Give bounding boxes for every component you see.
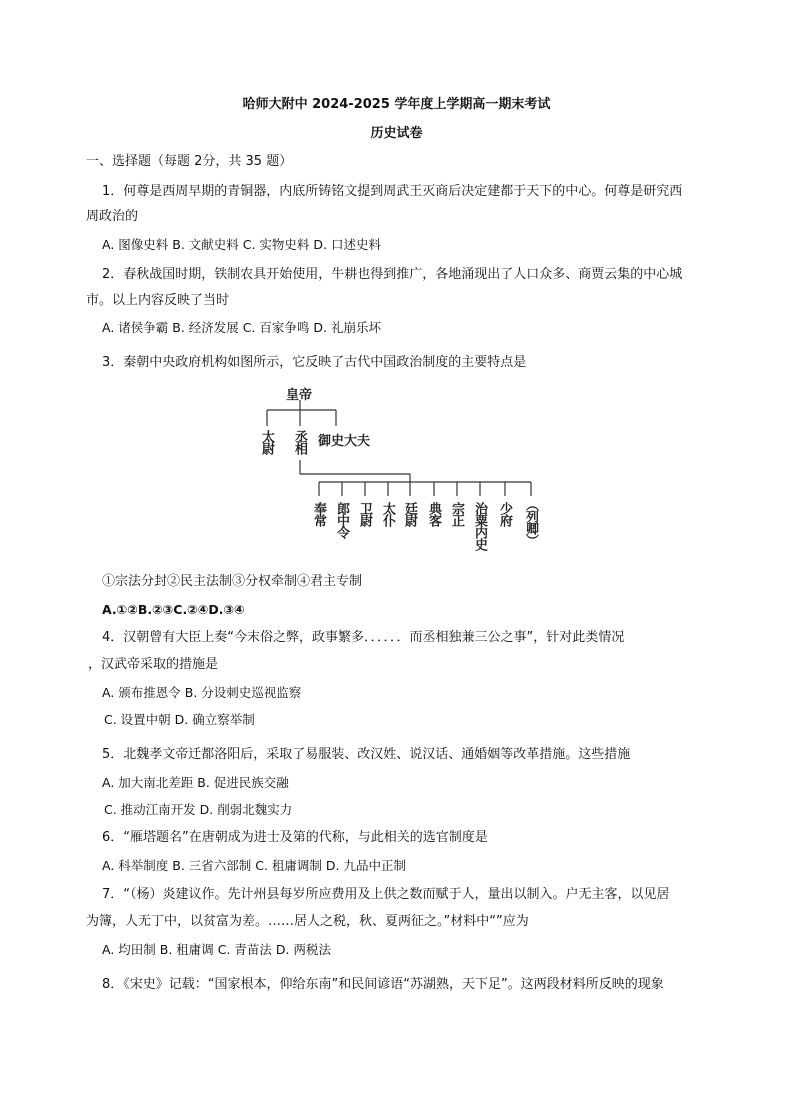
- question-1-stem-line-1: 1．何尊是西周早期的青铜器，内底所铸铭文提到周武王灭商后决定建都于天下的中心。何尊是研究西: [102, 184, 683, 199]
- question-7-stem-line-1: 7．“（杨）炎建议作。先计州县每岁所应费用及上供之数而赋于人，量出以制入。户无主客，以见居: [102, 887, 670, 902]
- node-zongzheng: 宗正: [449, 502, 464, 526]
- section-heading: 一、选择题（每题 2分，共 35 题）: [86, 154, 293, 169]
- node-zhisuneishi: 治粟内史: [472, 502, 487, 550]
- question-7-stem-line-2: 为簿，人无丁中，以贫富为差。……居人之税，秋、夏两征之。”材料中“”应为: [86, 914, 529, 929]
- question-5-stem: 5．北魏孝文帝迁都洛阳后，采取了易服装、改汉姓、说汉话、通婚姻等改革措施。这些措施: [102, 747, 631, 762]
- node-censor: 御史大夫: [318, 434, 371, 449]
- qin-government-diagram: [250, 378, 550, 558]
- node-emperor: 皇帝: [286, 388, 313, 403]
- exam-title: 哈师大附中 2024-2025 学年度上学期高一期末考试: [242, 97, 551, 112]
- exam-subtitle: 历史试卷: [370, 126, 423, 141]
- question-4-stem-line-2: ，汉武帝采取的措施是: [88, 657, 219, 672]
- question-7-options: A. 均田制 B. 租庸调 C. 青苗法 D. 两税法: [102, 942, 331, 957]
- node-fengchang: 奉常: [311, 502, 326, 526]
- node-dianke: 典客: [426, 502, 441, 526]
- question-4-stem-line-1: 4．汉朝曾有大臣上奏“今末俗之弊，政事繁多．．．．．．而丞相独兼三公之事”，针对此类情况: [102, 630, 625, 645]
- question-2-stem-line-1: 2．春秋战国时期，铁制农具开始使用，牛耕也得到推广，各地涌现出了人口众多、商贾云集的中心城: [102, 267, 683, 282]
- question-2-stem-line-2: 市。以上内容反映了当时: [86, 293, 230, 308]
- diagram-connector-lines: [250, 378, 550, 558]
- question-6-options: A. 科举制度 B. 三省六部制 C. 租庸调制 D. 九品中正制: [102, 858, 406, 873]
- question-8-stem: 8．《宋史》记载：“国家根本，仰给东南”和民间谚语“苏湖熟，天下足”。这两段材料所反映的现象: [102, 977, 664, 992]
- question-3-items: ①宗法分封②民主法制③分权牵制④君主专制: [102, 574, 363, 589]
- question-3-options: A.①②B.②③C.②④D.③④: [102, 602, 245, 617]
- question-3-stem: 3．秦朝中央政府机构如图所示，它反映了古代中国政治制度的主要特点是: [102, 355, 527, 370]
- question-5-options-line-2: C. 推动江南开发 D. 削弱北魏实力: [104, 802, 293, 817]
- question-6-stem: 6．“雁塔题名”在唐朝成为进士及第的代称，与此相关的选官制度是: [102, 830, 488, 845]
- node-taipu: 太仆: [380, 502, 395, 526]
- question-1-options: A. 图像史料 B. 文献史料 C. 实物史料 D. 口述史料: [102, 237, 381, 252]
- question-4-options-line-1: A. 颁布推恩令 B. 分设刺史巡视监察: [102, 685, 302, 700]
- node-chancellor: 丞相: [292, 430, 307, 454]
- node-shaofu: 少府: [497, 502, 512, 526]
- question-4-options-line-2: C. 设置中朝 D. 确立察举制: [104, 712, 255, 727]
- question-2-options: A. 诸侯争霸 B. 经济发展 C. 百家争鸣 D. 礼崩乐坏: [102, 320, 381, 335]
- question-5-options-line-1: A. 加大南北差距 B. 促进民族交融: [102, 775, 289, 790]
- node-taiwei: 太尉: [259, 430, 274, 454]
- node-weiwei: 卫尉: [357, 502, 372, 526]
- node-tingwei: 廷尉: [402, 502, 417, 526]
- node-lieqing: （列卿）: [523, 498, 538, 546]
- question-1-stem-line-2: 周政治的: [86, 209, 139, 224]
- node-langzhongling: 郎中令: [334, 502, 349, 538]
